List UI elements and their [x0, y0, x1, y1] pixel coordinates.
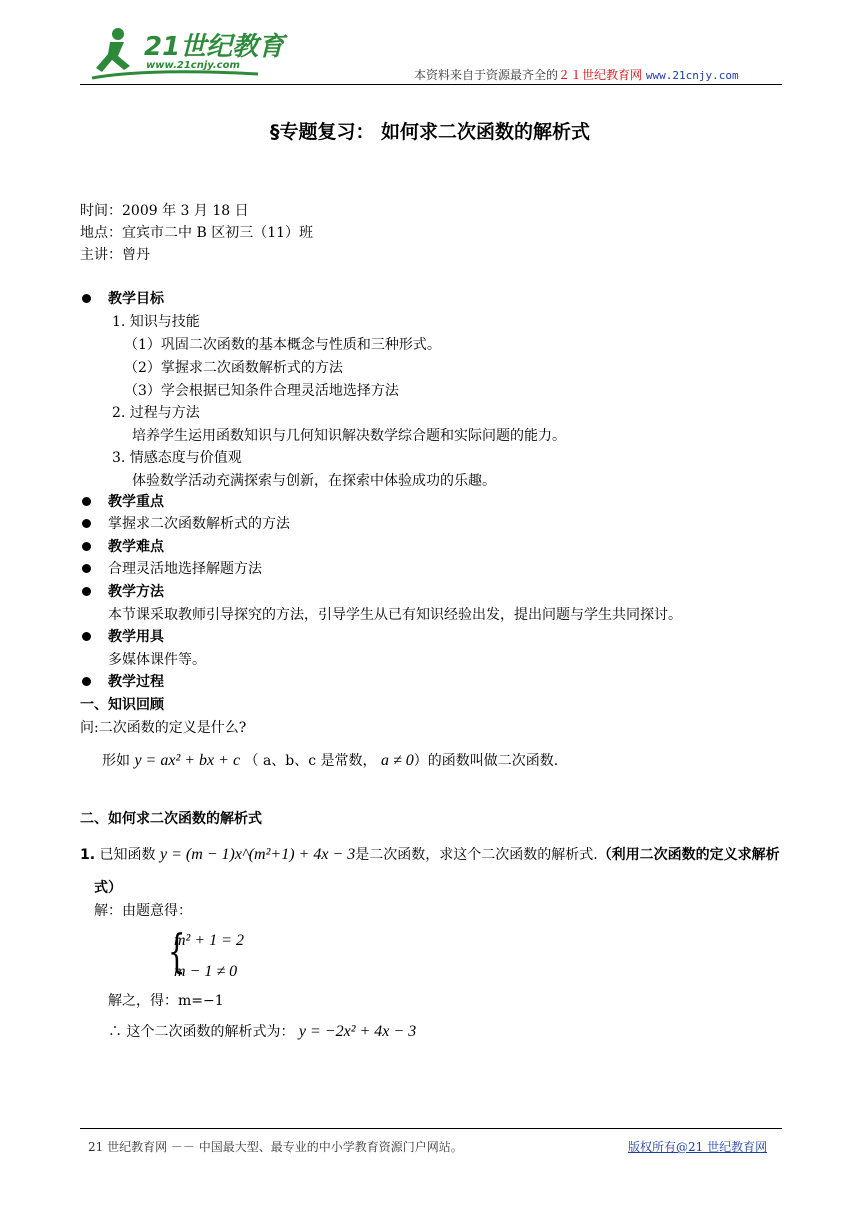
section-2-heading: 二、如何求二次函数的解析式: [80, 811, 262, 827]
footer-copyright-link[interactable]: 版权所有@21 世纪教育网: [628, 1140, 768, 1154]
page-title: §专题复习： 如何求二次函数的解析式: [269, 121, 591, 143]
difficulty-heading: 教学难点: [108, 539, 164, 555]
solution-intro: 解：由题意得：: [94, 903, 192, 919]
goals-item-1: 1. 知识与技能: [112, 314, 200, 330]
bullet-icon: [82, 564, 91, 573]
header-divider: [80, 84, 782, 85]
definition-middle: （ a、b、c 是常数，: [244, 753, 377, 769]
goals-heading: 教学目标: [108, 291, 164, 307]
bullet-icon: [82, 677, 91, 686]
section-1-question: 问:二次函数的定义是什么?: [80, 720, 247, 736]
section-1-heading: 一、知识回顾: [80, 697, 164, 713]
section-1-definition: [102, 750, 558, 770]
problem-1-hint: （利用二次函数的定义求解析: [597, 847, 780, 863]
bullet-icon: [82, 632, 91, 641]
method-heading: 教学方法: [108, 584, 164, 600]
footer-text: 21 世纪教育网 －－ 中国最大型、最专业的中小学教育资源门户网站。: [88, 1140, 463, 1154]
problem-1-formula: y = (m − 1)x^(m²+1) + 4x − 3: [159, 846, 356, 863]
definition-condition: a ≠ 0: [381, 752, 414, 769]
process-heading: 教学过程: [108, 674, 164, 690]
solution-conclusion: [108, 1021, 416, 1041]
conclusion-prefix: ∴ 这个二次函数的解析式为：: [108, 1024, 295, 1040]
definition-prefix: 形如: [102, 753, 130, 769]
problem-1-hint-cont: 式）: [94, 880, 122, 896]
meta-time: 时间：2009 年 3 月 18 日: [80, 203, 249, 219]
method-text: 本节课采取教师引导探究的方法，引导学生从已有知识经验出发，提出问题与学生共同探讨。: [108, 607, 682, 623]
logo-text: 21世纪教育: [144, 32, 285, 62]
header-source-url[interactable]: www.21cnjy.com: [645, 69, 739, 82]
logo-url: www.21cnjy.com: [146, 60, 240, 71]
goals-item-1-sub-3: （3）学会根据已知条件合理灵活地选择方法: [124, 383, 399, 399]
definition-suffix: ）的函数叫做二次函数.: [413, 753, 559, 769]
bullet-icon: [82, 587, 91, 596]
bullet-icon: [82, 294, 91, 303]
goals-item-1-sub-2: （2）掌握求二次函数解析式的方法: [124, 360, 343, 376]
definition-formula: y = ax² + bx + c: [134, 752, 241, 769]
problem-1-suffix: 是二次函数，求这个二次函数的解析式.: [355, 847, 598, 863]
problem-1: [80, 844, 780, 864]
system-equation-2: m − 1 ≠ 0: [174, 963, 238, 980]
goals-item-3-text: 体验数学活动充满探索与创新，在探索中体验成功的乐趣。: [132, 473, 496, 489]
header-source: [414, 66, 739, 83]
focus-heading: 教学重点: [108, 494, 164, 510]
meta-speaker: 主讲：曾丹: [80, 247, 150, 263]
tools-heading: 教学用具: [108, 629, 164, 645]
solution-result: 解之，得：m=−1: [108, 993, 224, 1009]
conclusion-formula: y = −2x² + 4x − 3: [298, 1023, 417, 1040]
goals-item-3: 3. 情感态度与价值观: [112, 450, 242, 466]
site-logo: [88, 22, 285, 84]
tools-text: 多媒体课件等。: [108, 652, 206, 668]
header-source-site[interactable]: ２１世纪教育网: [558, 68, 643, 82]
problem-1-number: 1.: [80, 847, 96, 863]
goals-item-1-sub-1: （1）巩固二次函数的基本概念与性质和三种形式。: [124, 337, 441, 353]
meta-place: 地点：宜宾市二中 B 区初三（11）班: [80, 225, 314, 241]
system-brace: {: [168, 924, 186, 978]
bullet-icon: [82, 519, 91, 528]
difficulty-text: 合理灵活地选择解题方法: [108, 561, 262, 577]
goals-item-2-text: 培养学生运用函数知识与几何知识解决数学综合题和实际问题的能力。: [132, 428, 566, 444]
footer-divider: [80, 1128, 782, 1129]
focus-text: 掌握求二次函数解析式的方法: [108, 516, 290, 532]
system-equation-1: m² + 1 = 2: [174, 932, 244, 949]
problem-1-prefix: 已知函数: [99, 847, 156, 863]
header-source-prefix: 本资料来自于资源最齐全的: [414, 68, 559, 82]
bullet-icon: [82, 497, 91, 506]
bullet-icon: [82, 542, 91, 551]
goals-item-2: 2. 过程与方法: [112, 405, 200, 421]
